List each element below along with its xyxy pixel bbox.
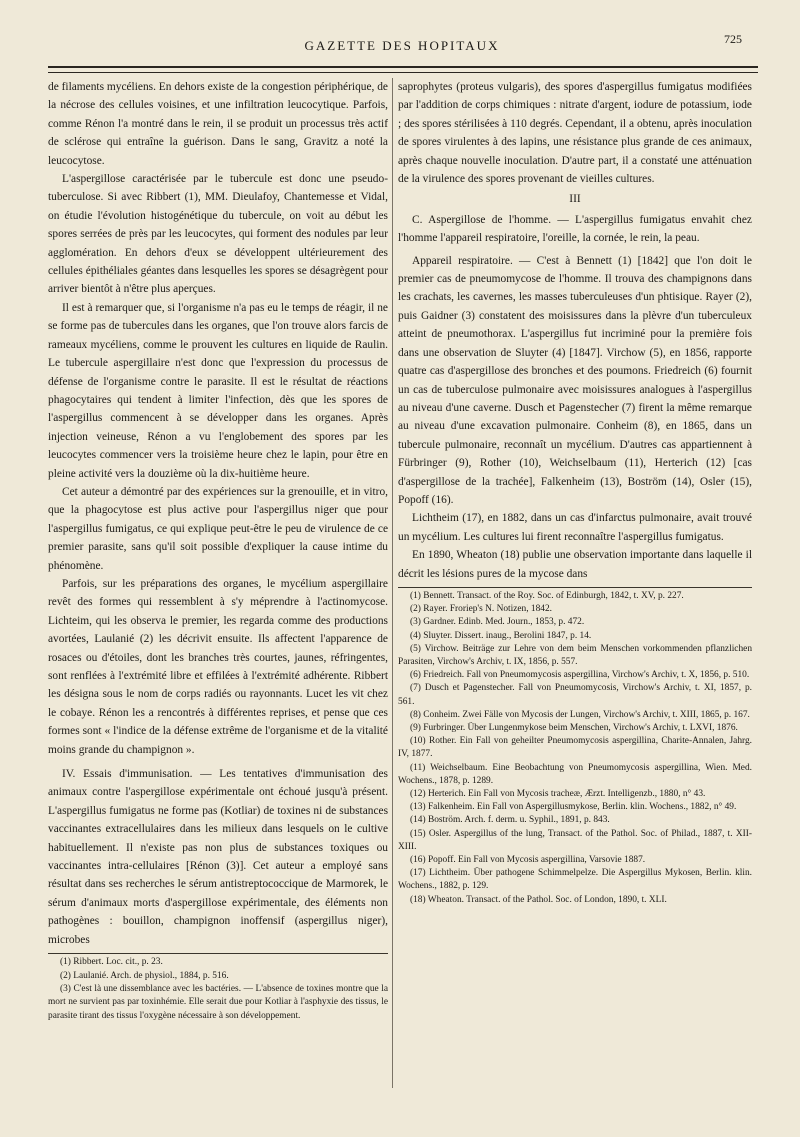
paragraph: Lichtheim (17), en 1882, dans un cas d'infarctus pulmonaire, avait trouvé un mycélium. Les cultures lui firent reconnaître l'aspergillus fumigatus. [398, 512, 752, 543]
paragraph: de filaments mycéliens. En dehors existe de la congestion périphérique, de la nécrose des cellules voisines, et une infiltration leucocytique. Parfois, comme Rénon l'a montré dans le rein, il se produit un processus très actif de sclérose qui entraîne la guérison. Dans le sang, Gravitz a noté la leucocytose. [48, 81, 388, 167]
section-immunisation: IV. Essais d'immunisation. — Les tentatives d'immunisation des animaux contre l'aspergillose expérimentale ont échoué jusqu'à présent. L'aspergillus fumigatus ne forme pas (Kotliar) de toxines ni de substances vaccinantes extracellulaires dans les milieux dans lesquels on le cultive habituellement. Il n'existe pas non plus de substances toxiques ou vaccinantes intra-cellulaires [Rénon (3)]. Cet auteur a employé sans résultat dans ses recherches le sérum antistreptococcique de Marmorek, le sérum d'animaux morts d'aspergillose expérimentale, des éléments non pathogènes : bouillon, champignon inoffensif (aspergillus niger), microbes [48, 768, 388, 946]
footnote-rule [398, 587, 752, 588]
left-column [48, 78, 388, 1098]
footnote: (13) Falkenheim. Ein Fall von Aspergillusmykose, Berlin. klin. Wochens., 1882, n° 49. [410, 802, 737, 813]
footnote: (14) Boström. Arch. f. derm. u. Syphil., 1891, p. 843. [410, 815, 610, 826]
footnote: (4) Sluyter. Dissert. inaug., Berolini 1847, p. 14. [410, 630, 592, 641]
section-number: III [569, 193, 581, 206]
footnote: (2) Rayer. Froriep's N. Notizen, 1842. [410, 604, 553, 615]
footnote: (18) Wheaton. Transact. of the Pathol. Soc. of London, 1890, t. XLI. [410, 894, 667, 905]
paragraph: L'aspergillose caractérisée par le tubercule est donc une pseudo-tuberculose. Si avec Ribbert (1), MM. Dieulafoy, Chantemesse et Vidal, on étudie l'évolution histogénétique du tubercule, on voit au début les spores serrées de près par les leucocytes, qui forment des nodules par leur agglomération. En dehors d'eux se développent ultérieurement des cellules épithéliales géantes dans lesquelles les spores se désagrègent pour arriver bientôt à n'être plus aperçues. [48, 173, 388, 296]
footnote: (15) Osler. Aspergillus of the lung, Transact. of the Pathol. Soc. of Philad., 1887, t. XII-XIII. [398, 828, 752, 852]
header-rule-thick [48, 66, 758, 68]
footnote: (2) Laulanié. Arch. de physiol., 1884, p. 516. [60, 970, 229, 981]
footnote: (7) Dusch et Pagenstecher. Fall von Pneumomycosis, Virchow's Archiv, t. XI, 1857, p. 561. [398, 683, 752, 707]
footnote: (10) Rother. Ein Fall von geheilter Pneumomycosis aspergillina, Charite-Annalen, Jahrg. IV, 1877. [398, 736, 752, 760]
paragraph: saprophytes (proteus vulgaris), des spores d'aspergillus fumigatus modifiées par l'addition de corps chimiques : nitrate d'argent, iodure de potassium, iode ; des spores stérilisées à 110 degrés. Cependant, il a obtenu, après inoculation de spores virulentes à des lapins, une résistance plus grande de ces animaux, après chaque nouvelle inoculation. D'autre part, il a constaté une atténuation de la virulence des spores provenant de vieilles cultures. [398, 81, 752, 186]
column-divider [392, 78, 393, 1088]
paragraph: Cet auteur a démontré par des expériences sur la grenouille, et in vitro, que la phagocytose est plus active pour l'aspergillus niger que pour l'aspergillus fumigatus, ce qui explique peut-être le peu de virulence de ce premier parasite, sans qu'il soit possible d'expliquer la cause intime du phénomène. [48, 485, 388, 572]
footnote: (12) Herterich. Ein Fall von Mycosis tracheæ, Ærzt. Intelligenzb., 1880, n° 43. [410, 789, 706, 800]
header-rule-thin [48, 72, 758, 73]
footnote: (16) Popoff. Ein Fall von Mycosis aspergillina, Varsovie 1887. [410, 855, 646, 866]
paragraph: C. Aspergillose de l'homme. — L'aspergillus fumigatus envahit chez l'homme l'appareil respiratoire, l'oreille, la cornée, le rein, la peau. [398, 213, 752, 245]
journal-title: GAZETTE DES HOPITAUX [304, 38, 500, 53]
right-column [398, 78, 752, 1098]
footnote: (1) Bennett. Transact. of the Roy. Soc. of Edinburgh, 1842, t. XV, p. 227. [410, 590, 684, 601]
footnote: (6) Friedreich. Fall von Pneumomycosis aspergillina, Virchow's Archiv, t. X, 1856, p. 510. [410, 670, 750, 681]
paragraph: Parfois, sur les préparations des organes, le mycélium aspergillaire revêt des formes qui ressemblent à s'y méprendre à l'actinomycose. Lichteim, qui les observa le premier, les regarda comme des productions avortées, Laulanié (2) les décrivit ensuite. Ils affectent l'apparence de rosaces ou d'étoiles, dont les branches très courtes, jaunes, réfringentes, sont renflées à l'extrémité libre et effilées à l'extrémité adhérente. Ribbert les désigna sous le nom de corps radiés ou rayonnants. Lucet les vit chez le cobaye. Rénon les a rencontrés à différentes reprises, et pense que ces formes sont « l'indice de la défense extrême de l'organisme et de la vitalité moins grande du champignon ». [48, 577, 388, 756]
footnote: (3) C'est là une dissemblance avec les bactéries. — L'absence de toxines montre que la mort ne survient pas par toxinhémie. Elle serait due pour Kotliar à l'asphyxie des tissus, le parasite tirant des tissus l'oxygène nécessaire à son développement. [48, 983, 388, 1021]
footnote-rule [48, 953, 388, 954]
paragraph: En 1890, Wheaton (18) publie une observation importante dans laquelle il décrit les lésions pures de la mycose dans [398, 549, 752, 580]
footnote: (17) Lichtheim. Über pathogene Schimmelpelze. Die Aspergillus Mykosen, Berlin. klin. Wochens., 1882, p. 129. [398, 868, 752, 892]
footnote: (9) Furbringer. Über Lungenmykose beim Menschen, Virchow's Archiv, t. LXVI, 1876. [410, 723, 738, 733]
footnote: (1) Ribbert. Loc. cit., p. 23. [60, 957, 163, 968]
paragraph: Appareil respiratoire. — C'est à Bennett (1) [1842] que l'on doit le premier cas de pneumomycose de l'homme. Il trouva des champignons dans les crachats, les cavernes, les masses tuberculeuses d'un phtisique. Rayer (2), puis Gaidner (3) constatent des moisissures dans la plèvre d'un tuberculeux atteint de pneumothorax. L'aspergillus fut incriminé pour la première fois dans une observation de Sluyter (4) [1847]. Virchow (5), en 1856, rapporte quatre cas d'aspergillose des bronches et des poumons. Friedreich (6) fournit un cas de tuberculose pulmonaire avec moisissures analogues à l'aspergillus au niveau d'une caverne. Dusch et Pagenstecher (7) firent la même remarque au niveau d'une excavation pulmonaire. Conheim (8), en 1865, dans un tubercule pulmonaire, reconnaît un mycélium. D'autres cas appartiennent à Fürbringer (9), Rother (10), Weichselbaum (11), Herterich (12) [cas d'aspergillose de la trachée], Falkenheim (13), Boström (14), Osler (15), Popoff (16). [398, 254, 752, 506]
page-number: 725 [724, 32, 742, 46]
footnote: (11) Weichselbaum. Eine Beobachtung von Pneumomycosis aspergillina, Wien. Med. Wochens., 1878, p. 1289. [398, 762, 752, 786]
page-header [48, 30, 756, 70]
footnotes-list [398, 590, 752, 907]
paragraph: Il est à remarquer que, si l'organisme n'a pas eu le temps de réagir, il ne se forme pas de tubercules dans les organes, que l'on trouve alors farcis de rameaux mycéliens, comme le prouvent les cultures en liquide de Raulin. Le tubercule aspergillaire n'est donc que l'expression du processus de défense de l'organisme contre le parasite. Il est le résultat de réactions phagocytaires qui tendent à limiter l'infection, dès que les spores de l'aspergillus commencent à se développer dans les organes. Après injection veineuse, Rénon a vu l'englobement des spores par les leucocytes commencer vers la troisième heure chez le lapin, pour être en pleine activité vers la douzième où la dix-huitième heure. [48, 301, 388, 480]
footnote: (8) Conheim. Zwei Fälle von Mycosis der Lungen, Virchow's Archiv, t. XIII, 1865, p. 167. [410, 709, 750, 720]
footnote: (3) Gardner. Edinb. Med. Journ., 1853, p. 472. [410, 617, 585, 628]
footnote: (5) Virchow. Beiträge zur Lehre von dem beim Menschen vorkommenden pflanzlichen Parasiten, Virchow's Archiv, t. IX, 1856, p. 557. [398, 643, 752, 667]
